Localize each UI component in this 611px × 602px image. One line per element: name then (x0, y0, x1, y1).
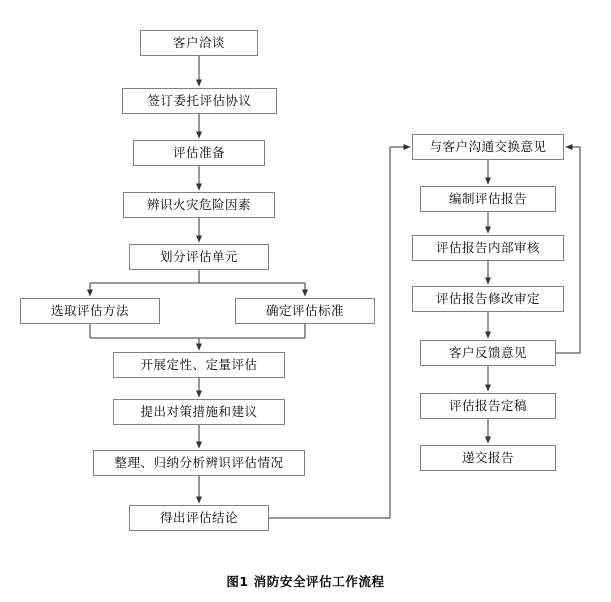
node-label: 提出对策措施和建议 (140, 404, 258, 420)
figure-caption: 图1 消防安全评估工作流程 (226, 574, 385, 589)
node-select-method[interactable] (20, 298, 160, 324)
node-determine-criteria[interactable] (235, 298, 375, 324)
node-label: 签订委托评估协议 (147, 93, 252, 109)
node-revise-approve[interactable] (412, 286, 564, 312)
node-organize-analyze[interactable] (93, 450, 305, 476)
node-client-feedback[interactable] (420, 340, 556, 366)
node-label: 开展定性、定量评估 (140, 357, 258, 373)
node-label: 评估报告定稿 (448, 398, 527, 414)
node-customer-consultation[interactable] (140, 30, 258, 56)
node-final-report[interactable] (420, 393, 556, 419)
node-sign-agreement[interactable] (122, 88, 277, 114)
node-label: 与客户沟通交换意见 (429, 139, 547, 155)
node-compile-report[interactable] (420, 186, 556, 212)
node-label: 评估报告内部审核 (435, 240, 540, 256)
node-submit-report[interactable] (420, 445, 556, 471)
node-countermeasures[interactable] (113, 399, 285, 425)
node-label: 客户反馈意见 (448, 345, 527, 361)
node-label: 编制评估报告 (448, 191, 527, 207)
node-label: 评估报告修改审定 (435, 291, 540, 307)
node-divide-units[interactable] (129, 244, 269, 270)
node-label: 得出评估结论 (159, 510, 238, 526)
node-assessment-preparation[interactable] (133, 140, 265, 166)
node-label: 选取评估方法 (50, 303, 129, 319)
node-internal-review[interactable] (412, 235, 564, 261)
node-communicate-with-client[interactable] (412, 134, 564, 160)
node-qualitative-quantitative[interactable] (113, 352, 285, 378)
node-label: 评估准备 (172, 145, 225, 161)
node-label: 递交报告 (461, 450, 514, 466)
node-identify-fire-risk[interactable] (123, 192, 275, 218)
node-label: 整理、归纳分析辨识评估情况 (114, 455, 284, 471)
node-label: 确定评估标准 (265, 303, 344, 319)
node-label: 辨识火灾危险因素 (146, 197, 251, 213)
node-label: 划分评估单元 (159, 249, 238, 265)
node-label: 客户洽谈 (172, 35, 225, 51)
node-conclusion[interactable] (129, 505, 269, 531)
